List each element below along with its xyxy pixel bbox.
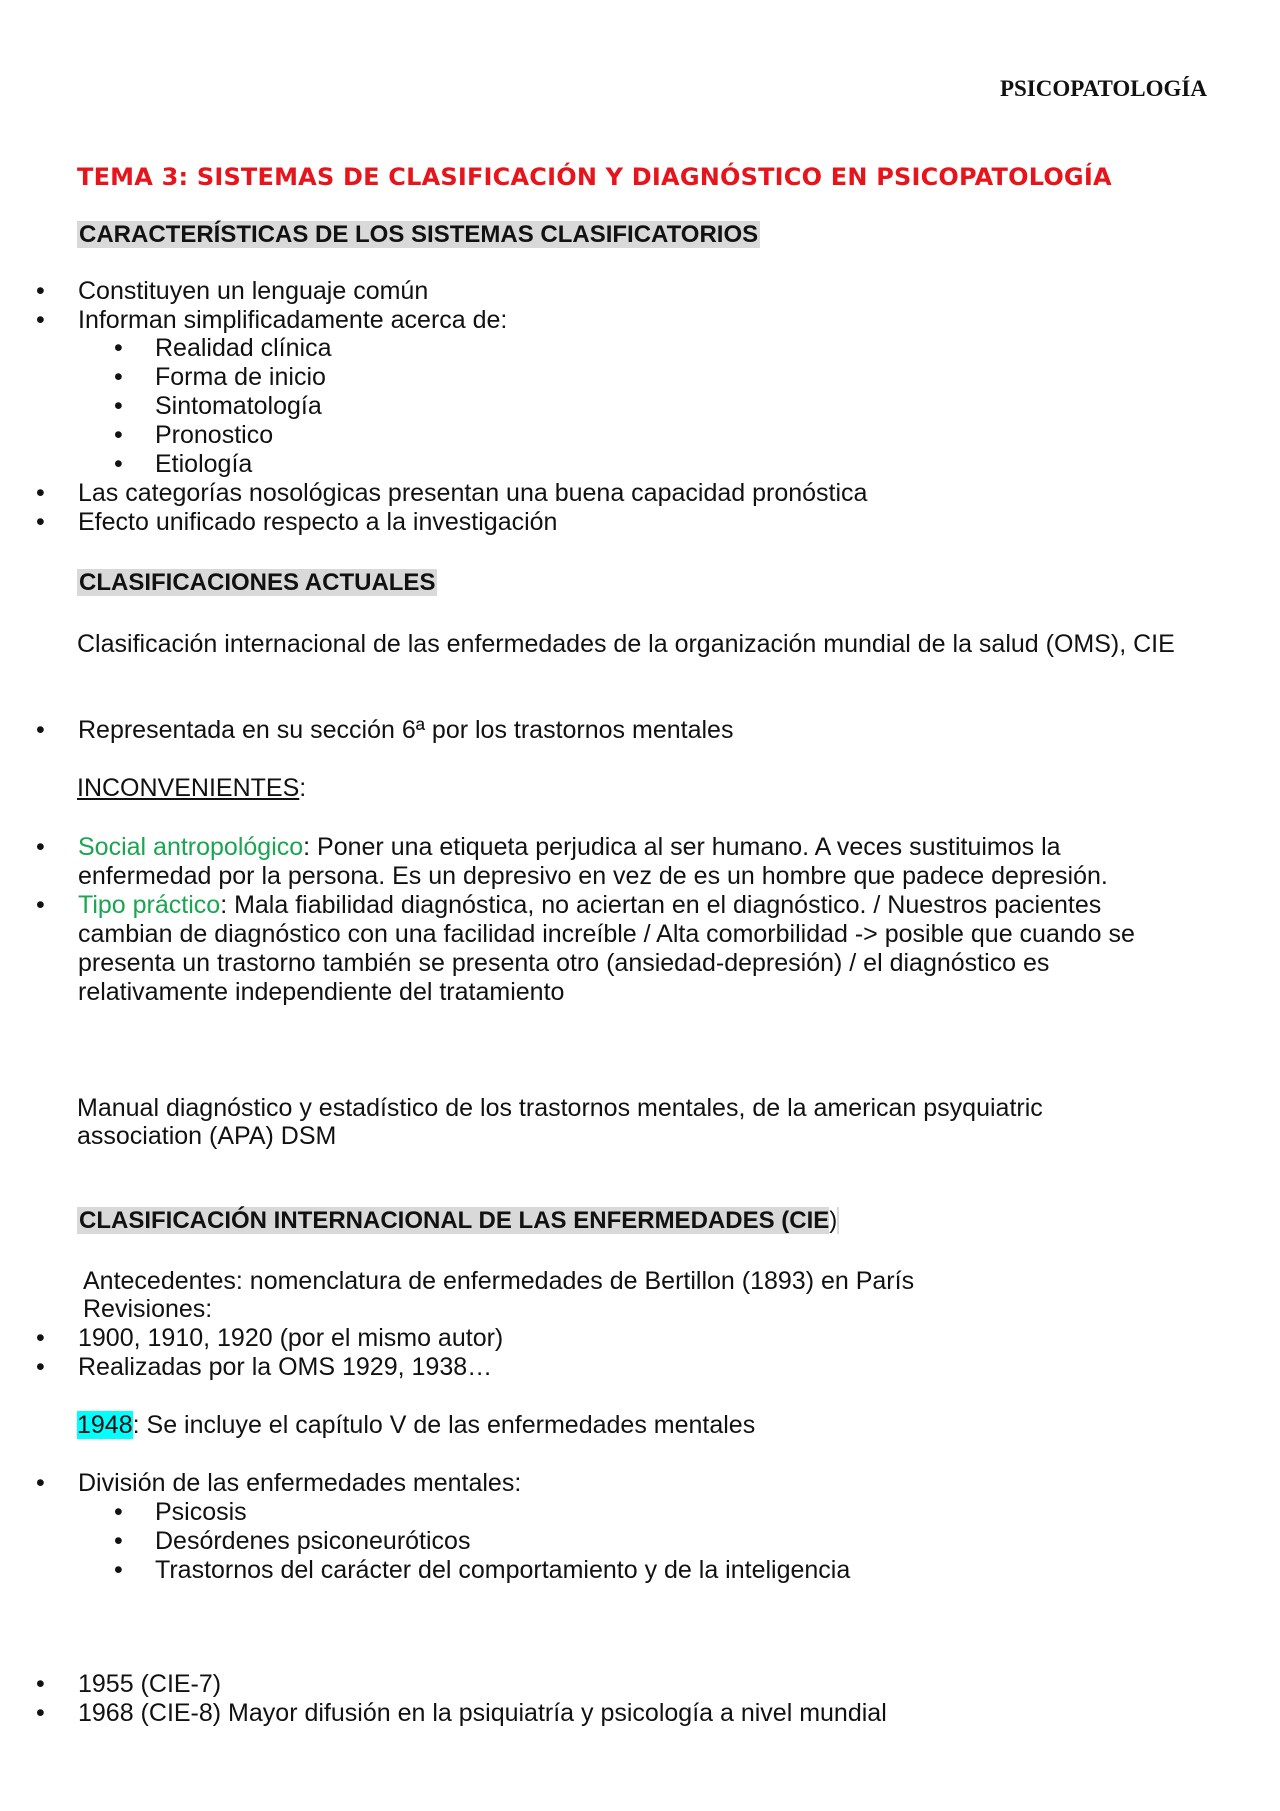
inconvenientes-label: [77, 774, 306, 803]
cie-paragraph-block: [77, 630, 1187, 658]
inconvenientes-heading: INCONVENIENTES: [77, 774, 300, 802]
sub-list-item: • Forma de inicio: [0, 363, 1120, 392]
later-revisions-list: [0, 1670, 1120, 1728]
inconvenient-text: : Poner una etiqueta perjudica al ser humano. A veces sustituimos la enfermedad por la persona. Es un depresivo en vez de es un hombre que padece depresión.: [78, 833, 1108, 890]
inconvenient-term: Social antropológico: [78, 833, 304, 861]
section-characteristics: [77, 219, 760, 251]
section-heading-tail: ): [829, 1207, 838, 1234]
dsm-paragraph-block: [77, 1094, 1087, 1150]
list-item-text: Informan simplificadamente acerca de:: [78, 306, 508, 334]
inconvenientes-colon: :: [299, 774, 307, 802]
section-heading: CARACTERÍSTICAS DE LOS SISTEMAS CLASIFICATORIOS: [79, 221, 759, 248]
list-item: • 1968 (CIE-8) Mayor difusión en la psiquiatría y psicología a nivel mundial: [0, 1699, 1120, 1728]
list-item: • Representada en su sección 6ª por los trastornos mentales: [0, 716, 1120, 745]
section-heading: CLASIFICACIONES ACTUALES: [79, 569, 436, 596]
dsm-paragraph: Manual diagnóstico y estadístico de los trastornos mentales, de la american psyquiatric association (APA) DSM: [77, 1094, 1043, 1150]
document-title: TEMA 3: SISTEMAS DE CLASIFICACIÓN Y DIAGNÓSTICO EN PSICOPATOLOGÍA: [77, 163, 1112, 191]
list-item: [0, 833, 1200, 891]
sub-list-item: • Etiología: [0, 450, 1120, 479]
list-item: • 1955 (CIE-7): [0, 1670, 1120, 1699]
list-item: [0, 891, 1200, 1007]
list-item: [0, 306, 1120, 479]
section-current-classifications: [77, 567, 437, 599]
revisiones-list: [0, 1324, 1120, 1382]
inconvenientes-list: [0, 833, 1200, 1007]
inconvenient-text: : Mala fiabilidad diagnóstica, no aciertan en el diagnóstico. / Nuestros pacientes cambian de diagnóstico con una facilidad increíble / Alta comorbilidad -> posible que cuando se presenta un trastorno también se presenta otro (ansiedad-depresión) / el diagnóstico es relativamente independiente del tratamiento: [78, 891, 1135, 1006]
list-item: • Constituyen un lenguaje común: [0, 277, 1120, 306]
characteristics-list: [0, 277, 1120, 537]
running-header: PSICOPATOLOGÍA: [999, 76, 1207, 101]
antecedentes-text: Antecedentes: nomenclatura de enfermedades de Bertillon (1893) en París: [83, 1267, 915, 1295]
sub-list-item: • Psicosis: [0, 1498, 1120, 1527]
year-1948-text: : Se incluye el capítulo V de las enfermedades mentales: [132, 1411, 756, 1439]
list-item: • Efecto unificado respecto a la investigación: [0, 508, 1120, 537]
revisiones-text: Revisiones:: [83, 1295, 213, 1323]
inconvenient-term: Tipo práctico: [78, 891, 221, 919]
antecedentes-block: [77, 1267, 1203, 1323]
division-list: [0, 1469, 1120, 1585]
cie-paragraph: Clasificación internacional de las enfermedades de la organización mundial de la salud (OMS), CIE: [77, 630, 1175, 658]
list-item-text: División de las enfermedades mentales:: [78, 1469, 522, 1497]
section-heading-text: CLASIFICACIÓN INTERNACIONAL DE LAS ENFERMEDADES (CIE: [79, 1207, 830, 1234]
list-item: • 1900, 1910, 1920 (por el mismo autor): [0, 1324, 1120, 1353]
sub-list-item: • Sintomatología: [0, 392, 1120, 421]
section-cie: [77, 1205, 839, 1237]
year-1948-line: [77, 1411, 755, 1440]
section-heading: [77, 1207, 839, 1234]
sub-list-item: • Pronostico: [0, 421, 1120, 450]
list-item: • Realizadas por la OMS 1929, 1938…: [0, 1353, 1120, 1382]
list-item: • Las categorías nosológicas presentan una buena capacidad pronóstica: [0, 479, 1120, 508]
sub-list-item: • Trastornos del carácter del comportamiento y de la inteligencia: [0, 1556, 1120, 1585]
list-item: [0, 1469, 1120, 1585]
sub-list-item: • Desórdenes psiconeuróticos: [0, 1527, 1120, 1556]
cie-bullet-list: [0, 716, 1120, 745]
year-1948-highlight: 1948: [77, 1411, 133, 1439]
sub-list-item: • Realidad clínica: [0, 334, 1120, 363]
